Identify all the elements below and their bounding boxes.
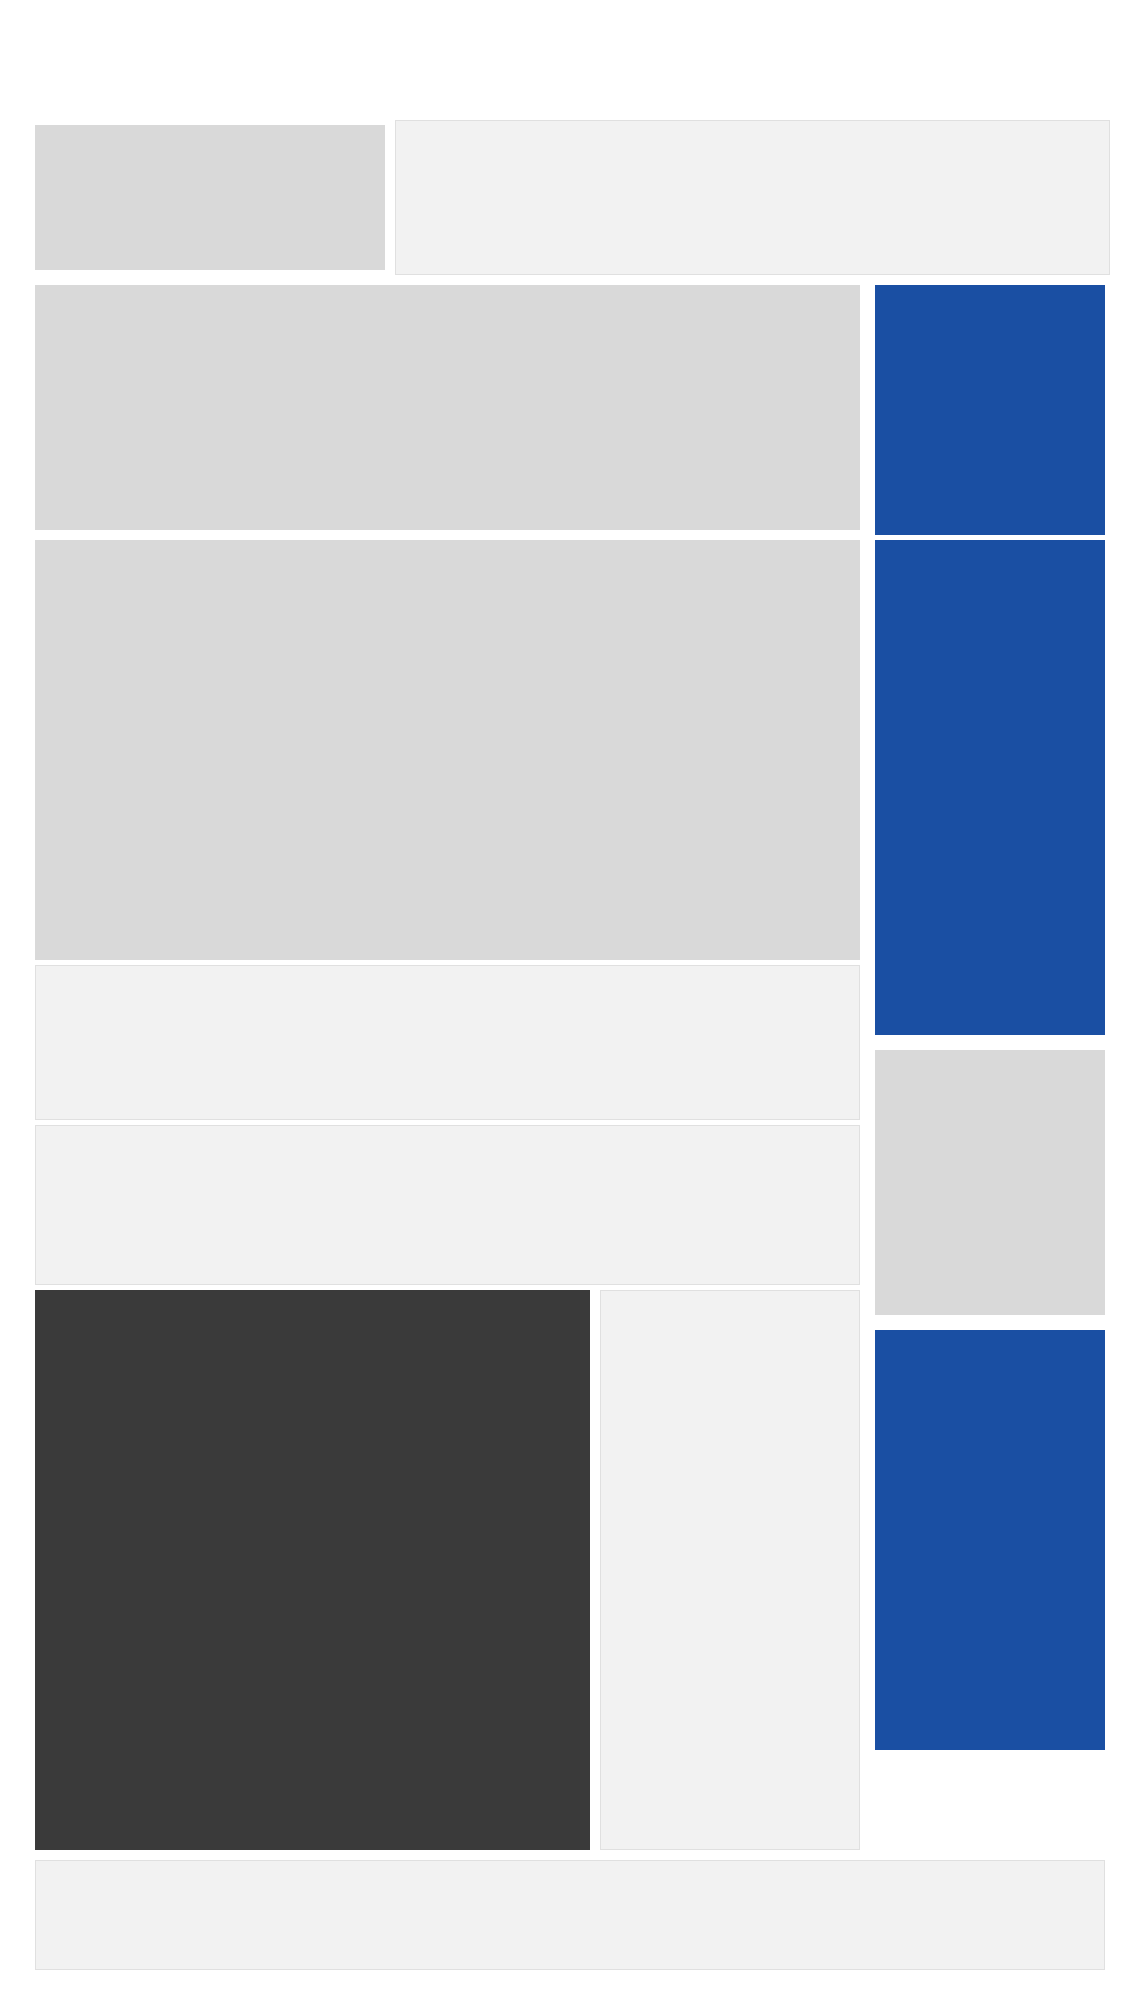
right-sidebar-box-4 xyxy=(875,1330,1105,1750)
top-headline xyxy=(395,120,1110,275)
masthead-logo xyxy=(35,285,860,530)
main-story-text xyxy=(35,1125,860,1285)
bottom-left-feature-box xyxy=(35,1290,590,1850)
main-photo xyxy=(35,540,860,960)
bottom-strip xyxy=(35,1860,1105,1970)
right-sidebar-box-1 xyxy=(875,285,1105,535)
top-headline-photo xyxy=(35,125,385,270)
main-headline xyxy=(35,965,860,1120)
bottom-right-stack xyxy=(600,1290,860,1850)
right-sidebar-box-2 xyxy=(875,540,1105,1035)
right-sidebar-box-3 xyxy=(875,1050,1105,1315)
